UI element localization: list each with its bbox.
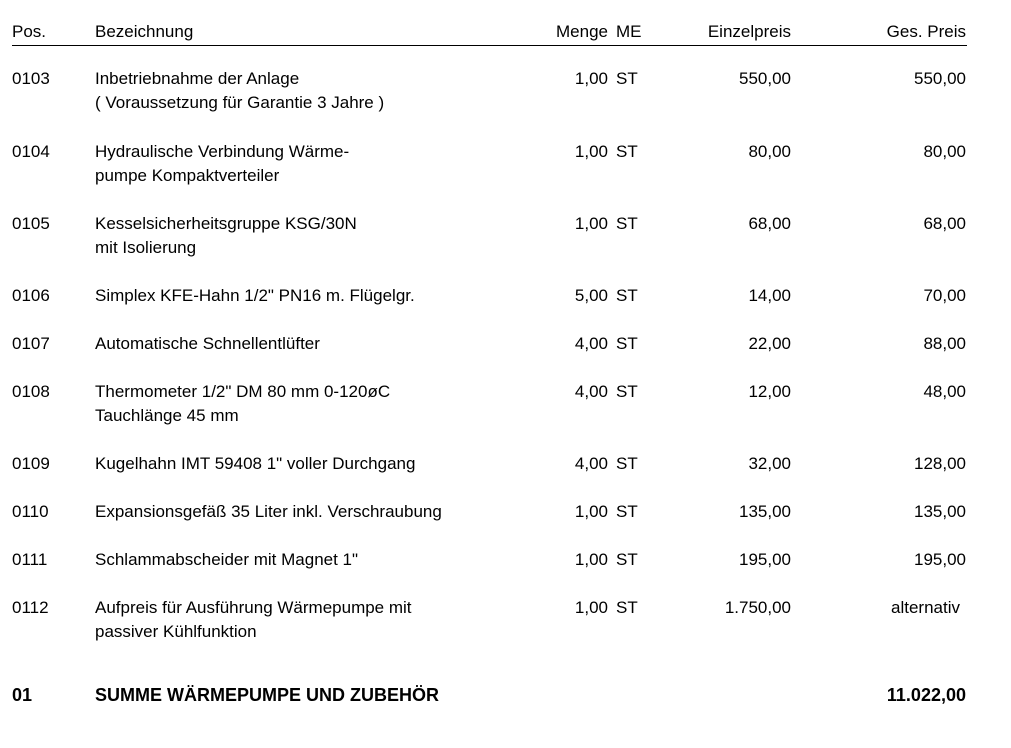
row-pos: 0112 bbox=[12, 598, 49, 617]
row-unit: ST bbox=[616, 69, 638, 88]
row-pos: 0110 bbox=[12, 502, 49, 521]
row-unit-price: 14,00 bbox=[748, 286, 791, 305]
header-unit-price: Einzelpreis bbox=[707, 22, 791, 41]
row-unit-price: 135,00 bbox=[739, 502, 791, 521]
row-pos: 0106 bbox=[12, 286, 50, 305]
row-description bbox=[95, 284, 415, 308]
row-description bbox=[95, 548, 358, 572]
row-quantity: 5,00 bbox=[574, 286, 608, 305]
row-total-price: 135,00 bbox=[914, 502, 966, 521]
row-unit: ST bbox=[616, 286, 638, 305]
row-description-line: mit Isolierung bbox=[95, 238, 197, 257]
row-unit-price: 80,00 bbox=[748, 142, 791, 161]
row-description-line: Kugelhahn IMT 59408 1" voller Durchgang bbox=[95, 454, 416, 473]
row-unit-price: 1.750,00 bbox=[724, 598, 791, 617]
row-description bbox=[95, 596, 412, 644]
row-quantity: 1,00 bbox=[574, 502, 608, 521]
row-pos: 0107 bbox=[12, 334, 50, 353]
row-unit-price: 32,00 bbox=[748, 454, 791, 473]
header-total-price: Ges. Preis bbox=[886, 22, 966, 41]
row-description-line: Automatische Schnellentlüfter bbox=[95, 334, 320, 353]
row-quantity: 1,00 bbox=[574, 142, 608, 161]
header-pos: Pos. bbox=[12, 22, 47, 41]
row-description bbox=[95, 332, 320, 356]
row-total-price: alternativ bbox=[891, 598, 960, 617]
row-description bbox=[95, 140, 349, 188]
row-unit: ST bbox=[616, 550, 638, 569]
row-description bbox=[95, 500, 442, 524]
row-description-line: Simplex KFE-Hahn 1/2" PN16 m. Flügelgr. bbox=[95, 286, 415, 305]
row-description bbox=[95, 452, 415, 476]
row-total-price: 550,00 bbox=[914, 69, 966, 88]
row-description bbox=[95, 380, 390, 428]
row-quantity: 4,00 bbox=[574, 382, 608, 401]
row-description bbox=[95, 67, 384, 115]
row-quantity: 4,00 bbox=[574, 334, 608, 353]
row-quantity: 1,00 bbox=[574, 550, 608, 569]
row-unit: ST bbox=[616, 214, 638, 233]
row-pos: 0105 bbox=[12, 214, 50, 233]
row-unit-price: 195,00 bbox=[739, 550, 791, 569]
summary-label: SUMME WÄRMEPUMPE UND ZUBEHÖR bbox=[95, 685, 439, 705]
row-total-price: 88,00 bbox=[923, 334, 966, 353]
row-description-line: passiver Kühlfunktion bbox=[95, 622, 257, 641]
row-description bbox=[95, 212, 357, 260]
row-description-line: Schlammabscheider mit Magnet 1" bbox=[95, 550, 359, 569]
row-description-line: Tauchlänge 45 mm bbox=[95, 406, 239, 425]
row-unit: ST bbox=[616, 598, 638, 617]
header-unit: ME bbox=[616, 22, 642, 41]
row-total-price: 48,00 bbox=[923, 382, 966, 401]
row-pos: 0109 bbox=[12, 454, 50, 473]
row-unit: ST bbox=[616, 502, 638, 521]
row-quantity: 4,00 bbox=[574, 454, 608, 473]
row-quantity: 1,00 bbox=[574, 69, 608, 88]
row-total-price: 195,00 bbox=[914, 550, 966, 569]
row-unit: ST bbox=[616, 334, 638, 353]
row-unit: ST bbox=[616, 142, 638, 161]
header-divider bbox=[12, 45, 967, 46]
row-total-price: 70,00 bbox=[923, 286, 966, 305]
row-description-line: Kesselsicherheitsgruppe KSG/30N bbox=[95, 214, 357, 233]
row-description-line: Expansionsgefäß 35 Liter inkl. Verschraubung bbox=[95, 502, 442, 521]
row-unit: ST bbox=[616, 382, 638, 401]
row-description-line: Inbetriebnahme der Anlage bbox=[95, 69, 300, 88]
summary-row bbox=[0, 682, 1011, 708]
table-header bbox=[0, 20, 1011, 44]
row-pos: 0111 bbox=[12, 550, 48, 569]
row-description-line: ( Voraussetzung für Garantie 3 Jahre ) bbox=[95, 93, 385, 112]
row-pos: 0103 bbox=[12, 69, 50, 88]
header-description: Bezeichnung bbox=[95, 22, 194, 41]
row-unit-price: 22,00 bbox=[748, 334, 791, 353]
row-quantity: 1,00 bbox=[574, 214, 608, 233]
row-unit: ST bbox=[616, 454, 638, 473]
row-quantity: 1,00 bbox=[574, 598, 608, 617]
row-description-line: pumpe Kompaktverteiler bbox=[95, 166, 280, 185]
header-quantity: Menge bbox=[556, 22, 608, 41]
summary-total: 11.022,00 bbox=[886, 685, 966, 705]
row-description-line: Aufpreis für Ausführung Wärmepumpe mit bbox=[95, 598, 412, 617]
row-unit-price: 12,00 bbox=[748, 382, 791, 401]
row-description-line: Thermometer 1/2" DM 80 mm 0-120øC bbox=[95, 382, 391, 401]
row-pos: 0104 bbox=[12, 142, 50, 161]
row-total-price: 80,00 bbox=[923, 142, 966, 161]
row-unit-price: 68,00 bbox=[748, 214, 791, 233]
row-total-price: 128,00 bbox=[914, 454, 966, 473]
summary-pos: 01 bbox=[12, 685, 33, 705]
row-total-price: 68,00 bbox=[923, 214, 966, 233]
row-unit-price: 550,00 bbox=[739, 69, 791, 88]
row-description-line: Hydraulische Verbindung Wärme- bbox=[95, 142, 350, 161]
row-pos: 0108 bbox=[12, 382, 50, 401]
